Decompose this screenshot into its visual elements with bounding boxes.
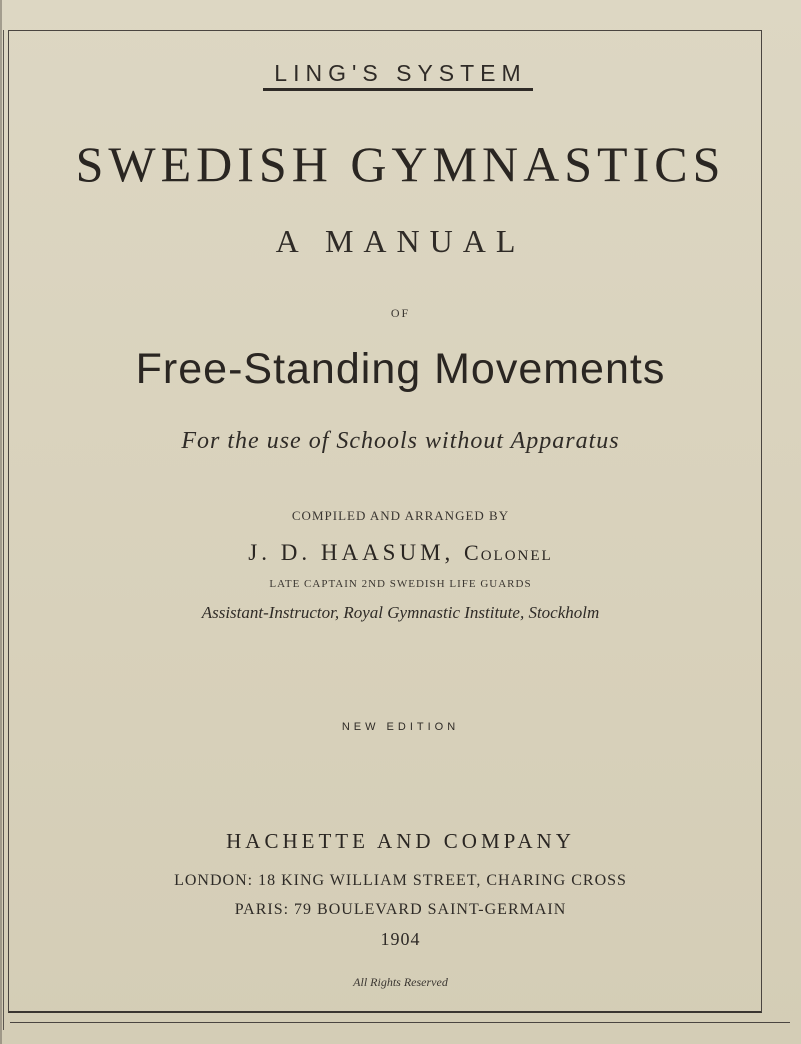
late-position: LATE CAPTAIN 2ND SWEDISH LIFE GUARDS xyxy=(269,578,532,590)
author-initials: J. D. xyxy=(248,540,312,565)
series-title: LING'S SYSTEM xyxy=(274,60,527,86)
book-subtitle: A MANUAL xyxy=(275,223,526,259)
london-address: LONDON: 18 KING WILLIAM STREET, CHARING CROSS xyxy=(174,872,627,889)
assistant-line: Assistant-Instructor, Royal Gymnastic Institute, Stockholm xyxy=(201,603,600,622)
publisher-name: HACHETTE AND COMPANY xyxy=(226,829,575,853)
author-rank: Colonel xyxy=(464,540,553,565)
book-title: SWEDISH GYMNASTICS xyxy=(75,136,726,192)
movements-title: Free-Standing Movements xyxy=(135,345,666,393)
rights-reserved: All Rights Reserved xyxy=(353,975,448,989)
publication-year: 1904 xyxy=(380,929,421,949)
bottom-rule xyxy=(10,1022,790,1023)
series-underline xyxy=(263,88,533,91)
paris-address: PARIS: 79 BOULEVARD SAINT-GERMAIN xyxy=(234,901,567,918)
edition-label: NEW EDITION xyxy=(341,721,460,733)
purpose-line: For the use of Schools without Apparatus xyxy=(181,428,620,454)
author-line xyxy=(0,540,801,566)
author-name: HAASUM, xyxy=(320,540,455,565)
compiled-by: COMPILED AND ARRANGED BY xyxy=(291,508,510,523)
of-word: OF xyxy=(390,306,411,320)
